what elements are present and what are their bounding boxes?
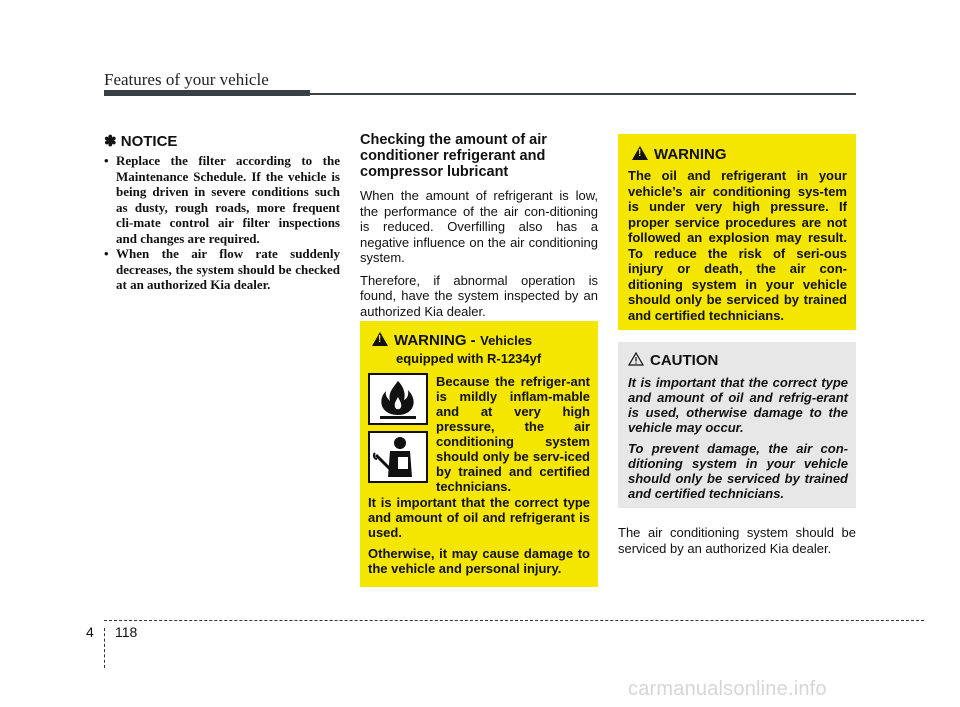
- warning-r1234yf-paragraph: Otherwise, it may cause damage to the vehicle and personal injury.: [368, 546, 590, 576]
- caution-title: CAUTION: [650, 352, 719, 369]
- warning-title: WARNING: [654, 146, 727, 163]
- section-paragraph: Therefore, if abnormal operation is found, have the system inspected by an authorized Kia dealer.: [360, 272, 598, 319]
- header-rule-thick: [104, 90, 310, 96]
- warning-r1234yf-header: [372, 332, 592, 366]
- notice-list: [104, 153, 340, 293]
- warning-r1234yf-label: WARNING -: [394, 332, 476, 349]
- caution-box: [618, 342, 856, 508]
- warning-r1234yf-label-suffix: Vehicles: [480, 333, 533, 348]
- chapter-number: 4: [86, 624, 94, 640]
- section-paragraph: When the amount of refrigerant is low, the performance of the air con-ditioning is reduced. Overfilling also has a negative influence on the air conditioning system.: [360, 188, 598, 265]
- page-header-title: Features of your vehicle: [104, 70, 269, 89]
- footer-rule: [104, 620, 924, 621]
- warning-r1234yf-subtitle: equipped with R-1234yf: [396, 351, 542, 366]
- caution-triangle-icon: [628, 352, 644, 366]
- warning-title-row: [628, 146, 847, 163]
- technician-icon: [368, 431, 428, 483]
- warning-r1234yf-box: [360, 321, 598, 587]
- section-heading: Checking the amount of air conditioner refrigerant and compressor lubricant: [360, 132, 547, 180]
- caution-title-row: [628, 352, 848, 369]
- refrigerant-section: [360, 132, 598, 326]
- caution-paragraph: It is important that the correct type and amount of oil and refrig-erant is used, otherwise damage to the vehicle may occur.: [628, 375, 848, 435]
- notice-block: [104, 132, 340, 293]
- warning-triangle-icon: [372, 332, 388, 346]
- flammable-icon: [368, 373, 428, 425]
- header-rule-thin: [310, 93, 856, 95]
- warning-box: [618, 134, 856, 330]
- warning-r1234yf-bottom: [368, 495, 590, 582]
- footer-vertical-rule: [104, 628, 105, 668]
- page-number: 118: [115, 624, 138, 640]
- notice-item: • Replace the filter according to the Maintenance Schedule. If the vehicle is being driven in severe conditions such as dusty, rough roads, more frequent cli-mate control air filter inspections and changes are required.: [104, 153, 340, 246]
- notice-item: • When the air flow rate suddenly decreases, the system should be checked at an authorized Kia dealer.: [104, 246, 340, 293]
- watermark: carmanualsonline.info: [628, 678, 827, 700]
- caution-paragraph: To prevent damage, the air con-ditioning system in your vehicle should only be serviced by trained and certified technicians.: [628, 441, 848, 501]
- warning-body: The oil and refrigerant in your vehicle’s air conditioning sys-tem is under very high pressure. If proper service procedures are not followed an explosion may result. To reduce the risk of seri-ous injury or death, the air con-ditioning system in your vehicle should only be serviced by trained and certified technicians.: [628, 168, 847, 323]
- notice-title: ✽ NOTICE: [104, 133, 178, 150]
- warning-triangle-icon: [632, 146, 648, 160]
- warning-r1234yf-side-text: Because the refriger-ant is mildly inflam-mable and at very high pressure, the air conditioning system should only be serv-iced by trained and certified technicians.: [436, 374, 590, 494]
- service-note: The air conditioning system should be serviced by an authorized Kia dealer.: [618, 525, 856, 556]
- caution-body: [628, 375, 848, 501]
- warning-r1234yf-paragraph: It is important that the correct type and amount of oil and refrigerant is used.: [368, 495, 590, 540]
